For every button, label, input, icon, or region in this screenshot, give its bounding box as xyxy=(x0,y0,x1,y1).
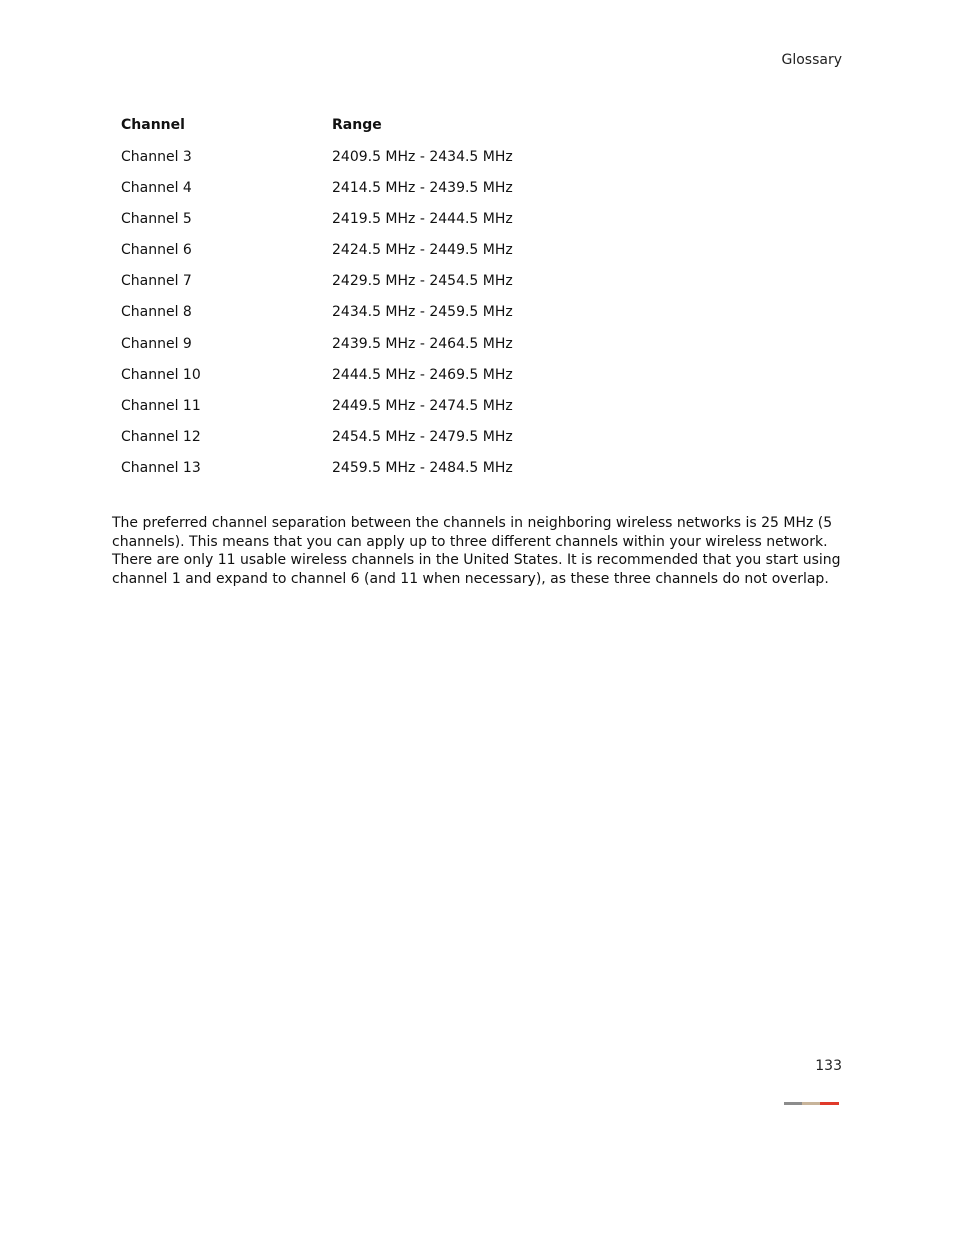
channel-cell: Channel 3 xyxy=(121,149,192,165)
channel-cell: Channel 8 xyxy=(121,304,192,321)
channel-cell: Channel 6 xyxy=(121,242,192,259)
table-row xyxy=(121,304,541,335)
table-header-row xyxy=(121,116,541,149)
channel-cell: Channel 10 xyxy=(121,366,201,383)
footer-decorative-bar xyxy=(784,1102,839,1105)
channel-cell: Channel 4 xyxy=(121,180,192,197)
channel-cell: Channel 12 xyxy=(121,428,201,445)
table-row xyxy=(121,242,541,273)
channel-table xyxy=(121,116,541,491)
range-cell: 2419.5 MHz - 2444.5 MHz xyxy=(332,211,513,228)
range-cell: 2409.5 MHz - 2434.5 MHz xyxy=(332,149,513,165)
footer-bar-segment-tan xyxy=(802,1102,820,1105)
range-cell: 2459.5 MHz - 2484.5 MHz xyxy=(332,459,513,476)
column-header-range: Range xyxy=(332,117,382,133)
range-cell: 2454.5 MHz - 2479.5 MHz xyxy=(332,428,513,445)
range-cell: 2424.5 MHz - 2449.5 MHz xyxy=(332,242,513,259)
table-row xyxy=(121,149,541,180)
footer-bar-segment-gray xyxy=(784,1102,802,1105)
range-cell: 2429.5 MHz - 2454.5 MHz xyxy=(332,273,513,290)
channel-cell: Channel 9 xyxy=(121,335,192,352)
range-cell: 2434.5 MHz - 2459.5 MHz xyxy=(332,304,513,321)
table-row xyxy=(121,460,541,491)
table-row xyxy=(121,211,541,242)
range-cell: 2414.5 MHz - 2439.5 MHz xyxy=(332,180,513,197)
channel-cell: Channel 7 xyxy=(121,273,192,290)
page-number: 133 xyxy=(815,1058,842,1074)
footer-bar-segment-red xyxy=(820,1102,839,1105)
section-title: Glossary xyxy=(781,52,842,68)
body-paragraph: The preferred channel separation between the channels in neighboring wireless networks is 25 MHz (5 channels). This means that you can apply up to three different channels within your wireless network. There are only 11 usable wireless channels in the United States. It is recommended that you start using channel 1 and expand to channel 6 (and 11 when necessary), as these three channels do not overlap. xyxy=(112,515,841,587)
channel-cell: Channel 11 xyxy=(121,397,201,414)
channel-cell: Channel 13 xyxy=(121,459,201,476)
table-row xyxy=(121,180,541,211)
range-cell: 2439.5 MHz - 2464.5 MHz xyxy=(332,335,513,352)
range-cell: 2444.5 MHz - 2469.5 MHz xyxy=(332,366,513,383)
range-cell: 2449.5 MHz - 2474.5 MHz xyxy=(332,397,513,414)
table-row xyxy=(121,429,541,460)
table-row xyxy=(121,367,541,398)
column-header-channel: Channel xyxy=(121,117,185,133)
table-row xyxy=(121,273,541,304)
table-row xyxy=(121,336,541,367)
channel-cell: Channel 5 xyxy=(121,211,192,228)
table-row xyxy=(121,398,541,429)
